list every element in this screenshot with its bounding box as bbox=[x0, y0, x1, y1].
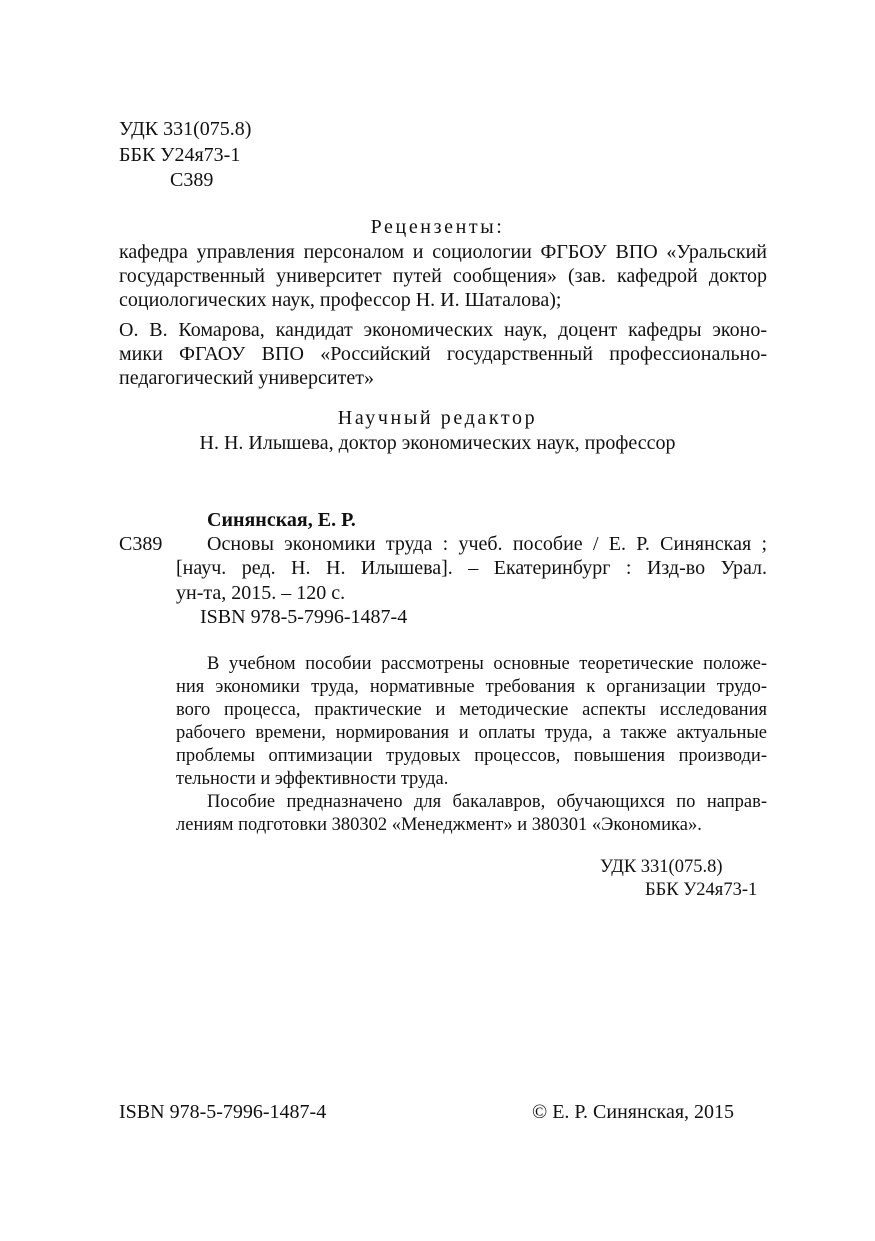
reviewer-1-line-1: кафедра управления персоналом и социологии ФГБОУ ВПО «Уральский bbox=[119, 241, 767, 263]
reviewer-1-line-3: социологических наук, профессор Н. И. Шаталова); bbox=[119, 289, 562, 311]
footer-bbk-code: ББК У24я73-1 bbox=[645, 880, 758, 900]
bbk-code: ББК У24я73-1 bbox=[119, 144, 241, 166]
catalog-line-2: [науч. ред. Н. Н. Илышева]. – Екатеринбург : Изд-во Урал. bbox=[176, 557, 767, 579]
reviewers-heading: Рецензенты: bbox=[370, 216, 505, 238]
catalog-line-3: ун-та, 2015. – 120 с. bbox=[176, 582, 346, 604]
reviewer-2-line-1: О. В. Комарова, кандидат экономических наук, доцент кафедры эконо- bbox=[119, 319, 767, 341]
catalog-isbn: ISBN 978-5-7996-1487-4 bbox=[200, 606, 408, 628]
bottom-isbn: ISBN 978-5-7996-1487-4 bbox=[119, 1101, 327, 1123]
annotation-p1-line-4: рабочего времени, нормирования и оплаты труда, а также актуальные bbox=[176, 723, 767, 743]
annotation-p2-line-2: лениям подготовки 380302 «Менеджмент» и 380301 «Экономика». bbox=[176, 815, 702, 835]
reviewer-2-line-3: педагогический университет» bbox=[119, 367, 374, 389]
catalog-line-1: Основы экономики труда : учеб. пособие / Е. Р. Синянская ; bbox=[207, 533, 767, 555]
editor-heading: Научный редактор bbox=[337, 407, 538, 429]
author-sign: С389 bbox=[170, 169, 214, 191]
reviewer-2-line-2: мики ФГАОУ ВПО «Российский государственный профессионально- bbox=[119, 343, 767, 365]
catalog-sign: С389 bbox=[119, 533, 163, 555]
reviewer-1-line-2: государственный университет путей сообщения» (зав. кафедрой доктор bbox=[119, 265, 767, 287]
footer-udk-code: УДК 331(075.8) bbox=[600, 857, 723, 877]
editor-name: Н. Н. Илышева, доктор экономических наук, профессор bbox=[199, 432, 676, 454]
annotation-p1-line-2: ния экономики труда, нормативные требования к организации трудо- bbox=[176, 677, 767, 697]
annotation-p1-line-6: тельности и эффективности труда. bbox=[176, 769, 449, 789]
annotation-p1-line-1: В учебном пособии рассмотрены основные теоретические положе- bbox=[207, 654, 767, 674]
catalog-author: Синянская, Е. Р. bbox=[207, 509, 356, 531]
annotation-p2-line-1: Пособие предназначено для бакалавров, обучающихся по направ- bbox=[207, 792, 767, 812]
annotation-p1-line-5: проблемы оптимизации трудовых процессов, повышения производи- bbox=[176, 746, 767, 766]
annotation-p1-line-3: вого процесса, практические и методические аспекты исследования bbox=[176, 700, 767, 720]
copyright: © Е. Р. Синянская, 2015 bbox=[532, 1101, 735, 1123]
udk-code: УДК 331(075.8) bbox=[119, 118, 252, 140]
